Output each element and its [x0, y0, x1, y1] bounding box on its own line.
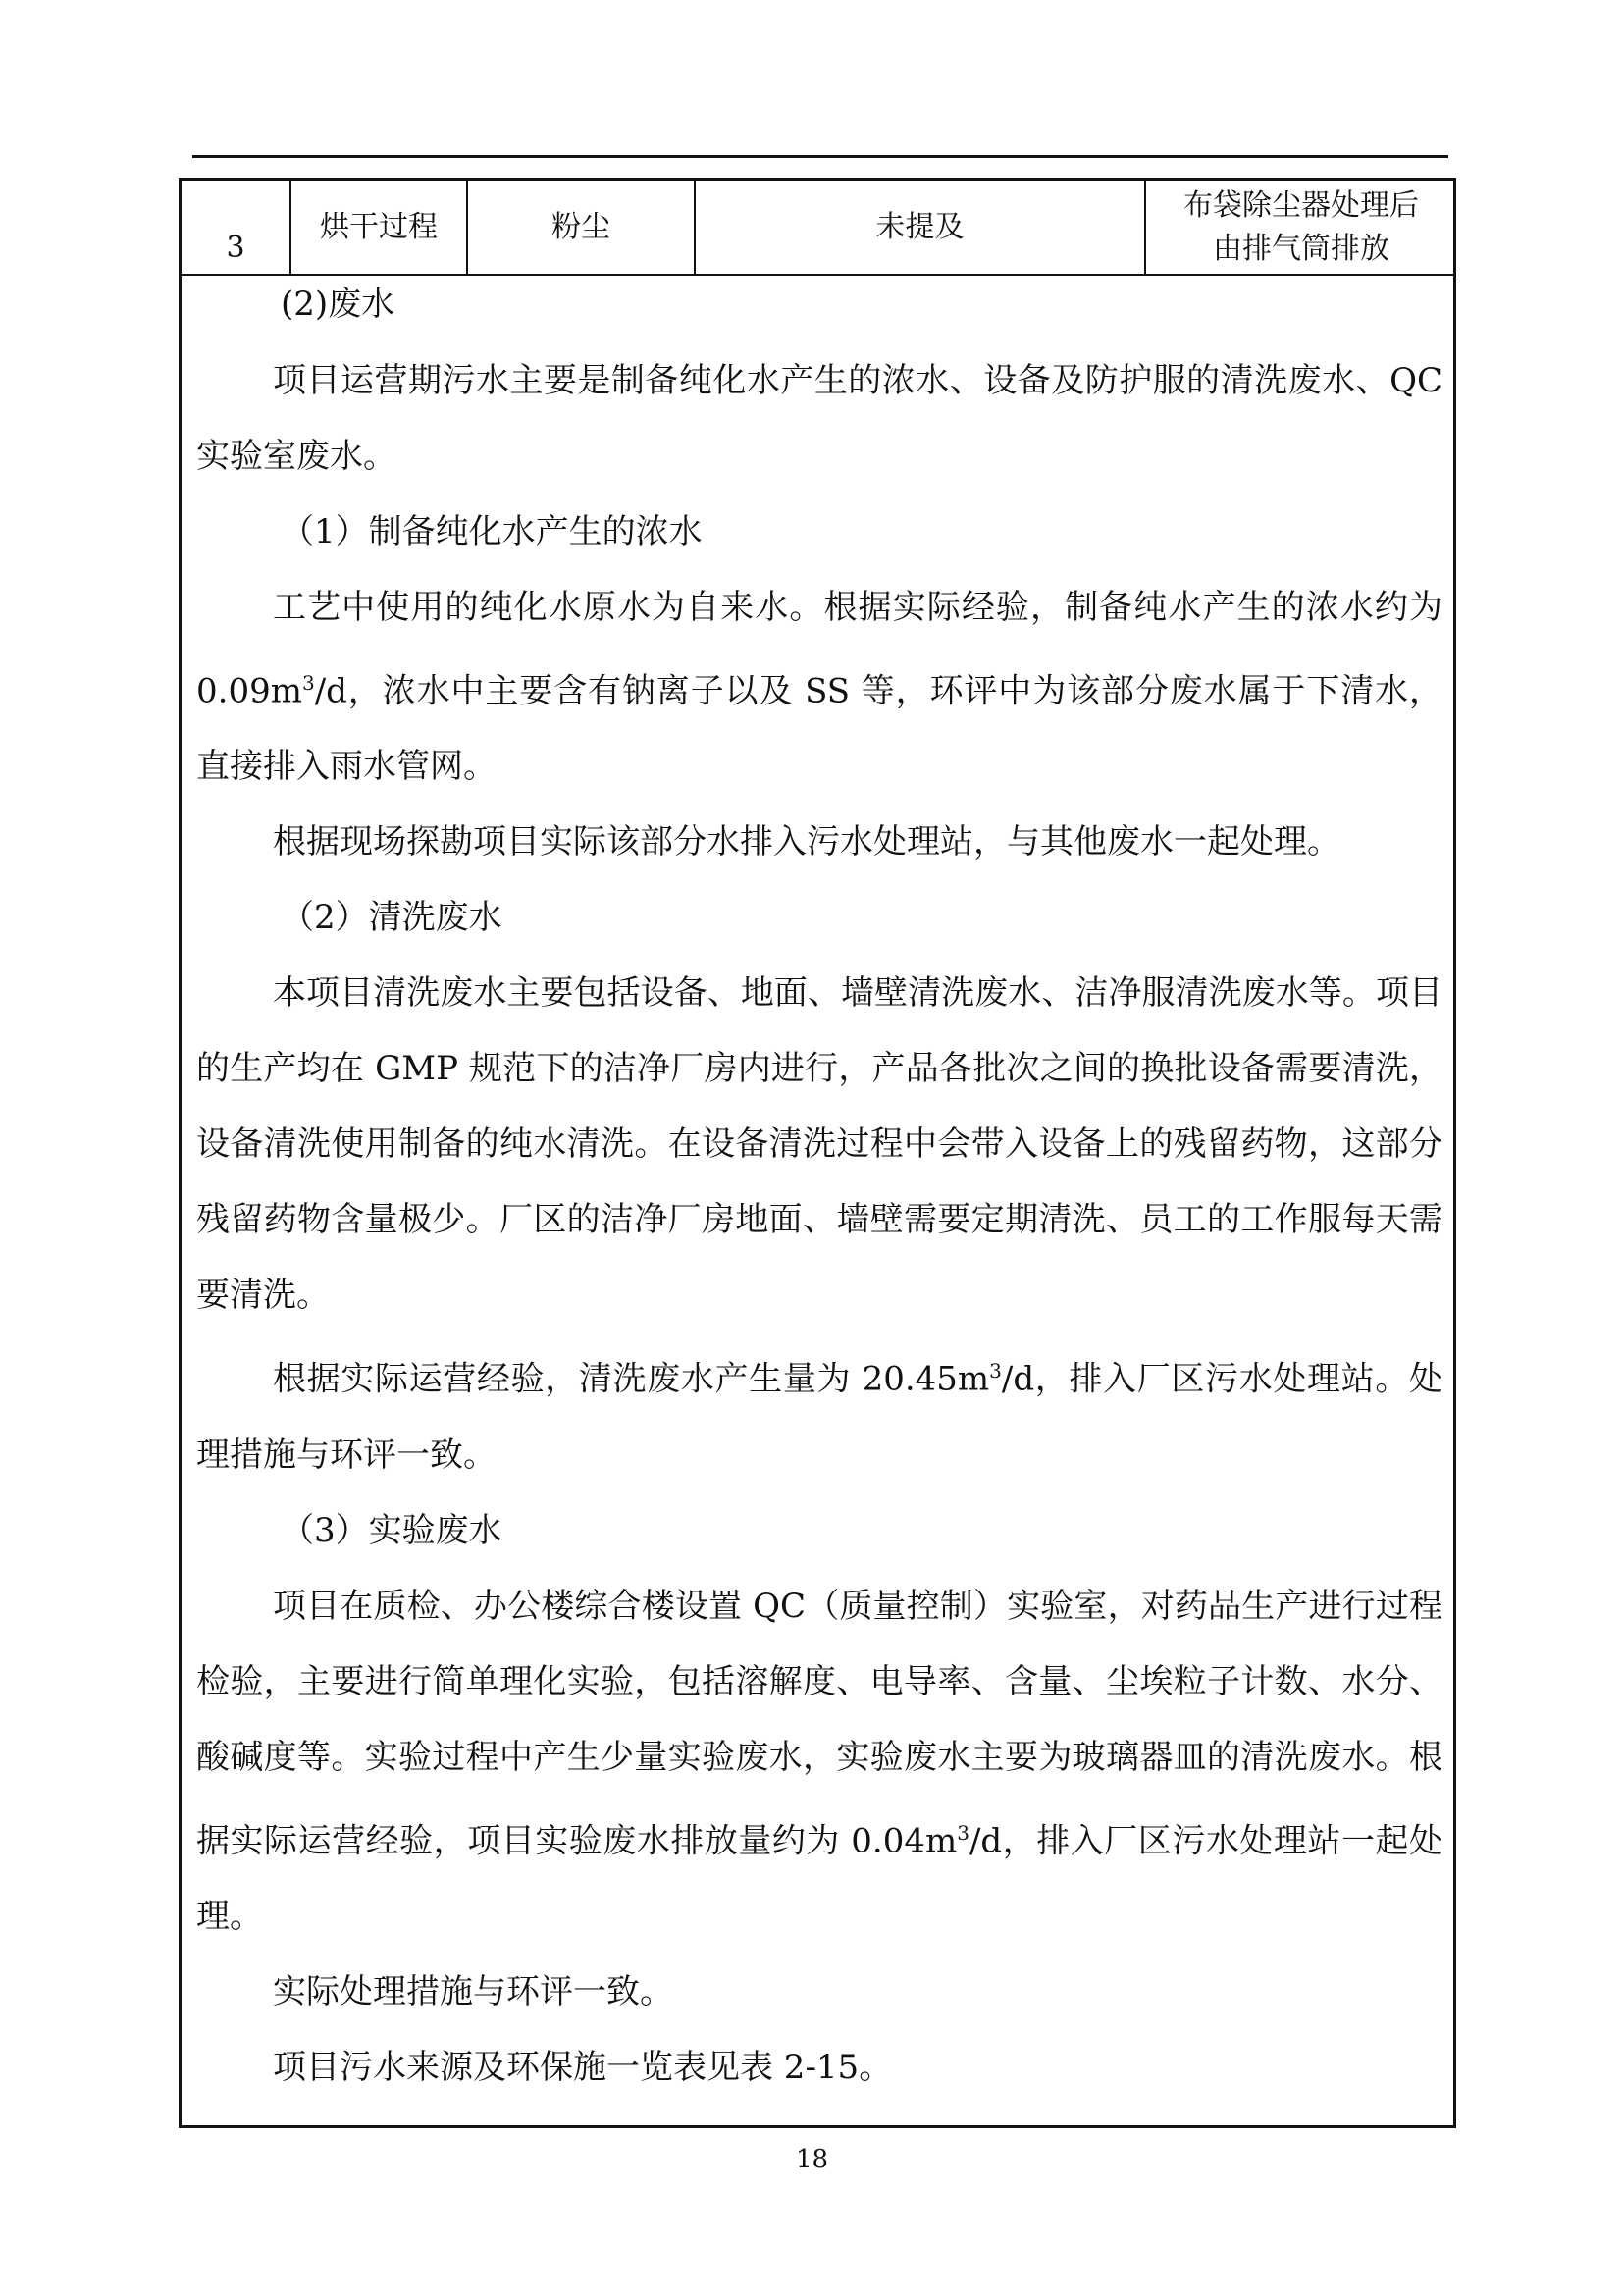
row-index: 3 [226, 231, 245, 265]
pollutant-cell: 粉尘 [466, 181, 694, 274]
process-cell: 烘干过程 [289, 181, 466, 274]
sub1-heading: （1）制备纯化水产生的浓水 [281, 512, 703, 551]
sub3-paragraph-1: 项目在质检、办公楼综合楼设置 QC（质量控制）实验室，对药品生产进行过程检验，主要进行简单理化实验，包括溶解度、电导率、含量、尘埃粒子计数、水分、酸碱度等。实验过程中产生少量实验废水，实验废水主要为玻璃器皿的清洗废水。根据实际运营经验，项目实验废水排放量约为 $0.04m^3/d$，排入厂区污水处理站一起处理。 [196, 1586, 1443, 1936]
sub3-heading: （3）实验废水 [281, 1510, 502, 1550]
sub1-paragraph-1: 工艺中使用的纯化水原水为自来水。根据实际经验，制备纯水产生的浓水约为 $0.09m^3/d$，浓水中主要含有钠离子以及 SS 等，环评中为该部分废水属于下清水，直接排入雨水管网。 [196, 588, 1442, 787]
actual-measure-line1: 布袋除尘器处理后 [1183, 187, 1419, 223]
sub3-paragraph-3: 项目污水来源及环保施一览表见表 2-15。 [273, 2047, 893, 2087]
page-number: 18 [795, 2145, 829, 2174]
header-rule [192, 155, 1448, 158]
sub2-paragraph-2: 根据实际运营经验，清洗废水产生量为 $20.45m^3/d$，排入厂区污水处理站。处理措施与环评一致。 [196, 1359, 1442, 1475]
table-row [182, 181, 1453, 276]
intro-paragraph: 项目运营期污水主要是制备纯化水产生的浓水、设备及防护服的清洗废水、QC 实验室废水。 [196, 361, 1442, 476]
actual-measure-line2: 由排气筒排放 [1213, 231, 1389, 266]
actual-measure-cell [1144, 181, 1456, 274]
sub2-heading: （2）清洗废水 [281, 898, 502, 938]
wastewater-heading: (2)废水 [281, 285, 395, 324]
sub1-paragraph-2: 根据现场探勘项目实际该部分水排入污水处理站，与其他废水一起处理。 [273, 822, 1340, 862]
sub3-paragraph-2: 实际处理措施与环评一致。 [273, 1971, 673, 2011]
sub2-paragraph-1: 本项目清洗废水主要包括设备、地面、墙壁清洗废水、洁净服清洗废水等。项目的生产均在 GMP 规范下的洁净厂房内进行，产品各批次之间的换批设备需要清洗，设备清洗使用制备的纯水清洗。在设备清洗过程中会带入设备上的残留药物，这部分残留药物含量极少。厂区的洁净厂房地面、墙壁需要定期清洗、员工的工作服每天需要清洗。 [196, 973, 1442, 1316]
eia-measure-cell: 未提及 [694, 181, 1144, 274]
document-body [196, 275, 1442, 2106]
